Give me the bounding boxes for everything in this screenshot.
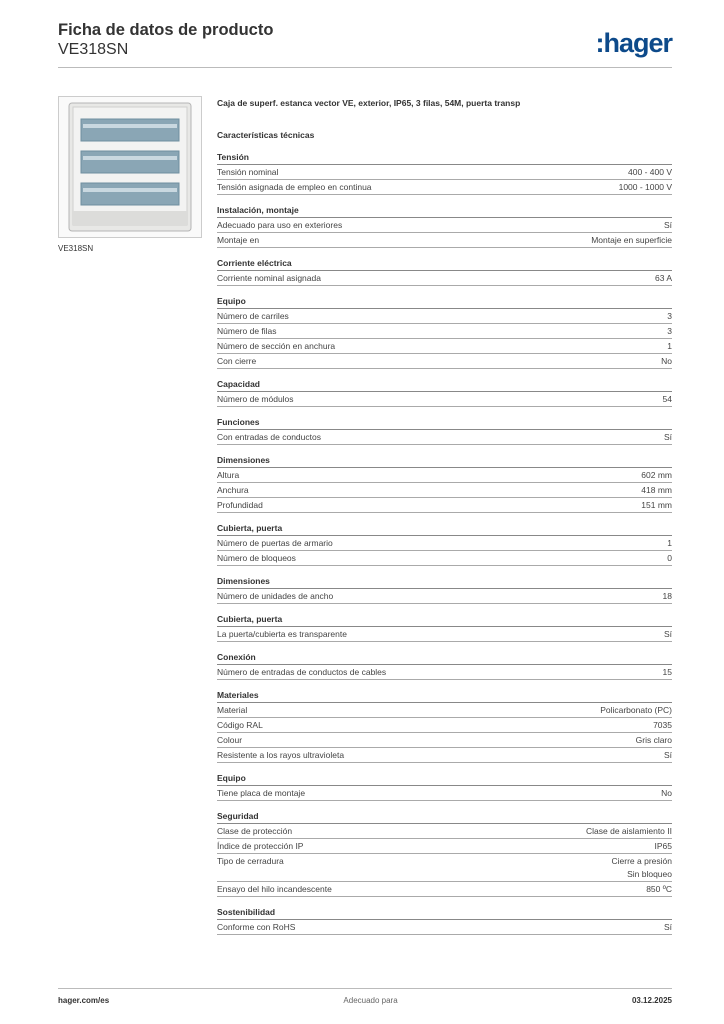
spec-group bbox=[217, 417, 672, 445]
spec-value: 151 mm bbox=[641, 500, 672, 510]
spec-value: 602 mm bbox=[641, 470, 672, 480]
spec-value: Gris claro bbox=[635, 735, 672, 745]
spec-row bbox=[217, 165, 672, 180]
spec-row bbox=[217, 483, 672, 498]
footer-note: Adecuado para bbox=[343, 996, 398, 1005]
page-title: Ficha de datos de producto bbox=[58, 21, 274, 39]
spec-label: Colour bbox=[217, 735, 243, 745]
spec-group-title: Dimensiones bbox=[217, 576, 672, 589]
product-code: VE318SN bbox=[58, 41, 129, 58]
enclosure-illustration bbox=[59, 97, 201, 237]
spec-group-title: Dimensiones bbox=[217, 455, 672, 468]
spec-group bbox=[217, 773, 672, 801]
product-description: Caja de superf. estanca vector VE, exterior, IP65, 3 filas, 54M, puerta transp bbox=[217, 98, 521, 108]
spec-value: Clase de aislamiento II bbox=[586, 826, 672, 836]
spec-label: Montaje en bbox=[217, 235, 260, 245]
spec-label: Con entradas de conductos bbox=[217, 432, 321, 442]
spec-row bbox=[217, 498, 672, 513]
spec-group-title: Funciones bbox=[217, 417, 672, 430]
spec-label: Material bbox=[217, 705, 248, 715]
spec-label: Clase de protección bbox=[217, 826, 293, 836]
spec-group-title: Instalación, montaje bbox=[217, 205, 672, 218]
spec-groups bbox=[217, 152, 672, 935]
spec-group bbox=[217, 523, 672, 566]
spec-label: Número de módulos bbox=[217, 394, 294, 404]
spec-label: La puerta/cubierta es transparente bbox=[217, 629, 347, 639]
spec-label: Adecuado para uso en exteriores bbox=[217, 220, 343, 230]
header-divider bbox=[58, 67, 672, 68]
spec-label: Ensayo del hilo incandescente bbox=[217, 884, 332, 894]
spec-group bbox=[217, 614, 672, 642]
spec-row bbox=[217, 589, 672, 604]
spec-row bbox=[217, 882, 672, 897]
spec-value: 400 - 400 V bbox=[628, 167, 672, 177]
spec-group-title: Corriente eléctrica bbox=[217, 258, 672, 271]
spec-label: Tipo de cerradura bbox=[217, 856, 284, 866]
spec-row bbox=[217, 627, 672, 642]
spec-value: 1000 - 1000 V bbox=[618, 182, 672, 192]
spec-row bbox=[217, 824, 672, 839]
spec-value: 1 bbox=[667, 341, 672, 351]
spec-label: Anchura bbox=[217, 485, 249, 495]
spec-group bbox=[217, 690, 672, 763]
spec-row bbox=[217, 339, 672, 354]
spec-row bbox=[217, 718, 672, 733]
spec-group-title: Conexión bbox=[217, 652, 672, 665]
spec-label: Número de filas bbox=[217, 326, 277, 336]
spec-value-line: Cierre a presión bbox=[611, 856, 672, 866]
spec-value: 54 bbox=[662, 394, 672, 404]
spec-label: Índice de protección IP bbox=[217, 841, 304, 851]
spec-group bbox=[217, 379, 672, 407]
spec-value: Sí bbox=[663, 432, 672, 442]
spec-group bbox=[217, 652, 672, 680]
spec-content bbox=[217, 96, 672, 935]
spec-value: Sí bbox=[663, 220, 672, 230]
spec-label: Con cierre bbox=[217, 356, 257, 366]
spec-row bbox=[217, 180, 672, 195]
spec-row bbox=[217, 748, 672, 763]
spec-row bbox=[217, 920, 672, 935]
spec-group-title: Capacidad bbox=[217, 379, 672, 392]
spec-value: IP65 bbox=[654, 841, 672, 851]
page-footer bbox=[58, 996, 672, 1005]
spec-value: 1 bbox=[667, 538, 672, 548]
hager-logo: :hager bbox=[595, 28, 672, 58]
spec-label: Número de unidades de ancho bbox=[217, 591, 334, 601]
spec-group-title: Cubierta, puerta bbox=[217, 523, 672, 536]
spec-group bbox=[217, 455, 672, 513]
spec-group bbox=[217, 205, 672, 248]
spec-row bbox=[217, 324, 672, 339]
spec-label: Número de bloqueos bbox=[217, 553, 296, 563]
spec-group bbox=[217, 296, 672, 369]
image-caption: VE318SN bbox=[58, 244, 94, 253]
spec-value: 0 bbox=[667, 553, 672, 563]
spec-value: 418 mm bbox=[641, 485, 672, 495]
spec-label: Altura bbox=[217, 470, 240, 480]
spec-label: Número de entradas de conductos de cables bbox=[217, 667, 387, 677]
spec-value: Montaje en superficie bbox=[591, 235, 672, 245]
spec-row bbox=[217, 854, 672, 882]
spec-row bbox=[217, 536, 672, 551]
spec-label: Número de puertas de armario bbox=[217, 538, 333, 548]
spec-label: Tiene placa de montaje bbox=[217, 788, 306, 798]
spec-group bbox=[217, 907, 672, 935]
spec-value: 3 bbox=[667, 311, 672, 321]
spec-row bbox=[217, 233, 672, 248]
spec-value: Sí bbox=[663, 629, 672, 639]
spec-label: Código RAL bbox=[217, 720, 263, 730]
product-image bbox=[58, 96, 202, 238]
spec-group-title: Equipo bbox=[217, 773, 672, 786]
spec-label: Conforme con RoHS bbox=[217, 922, 296, 932]
spec-value: 18 bbox=[662, 591, 672, 601]
spec-row bbox=[217, 392, 672, 407]
spec-group-title: Cubierta, puerta bbox=[217, 614, 672, 627]
spec-value: No bbox=[661, 788, 672, 798]
spec-row bbox=[217, 665, 672, 680]
spec-group bbox=[217, 576, 672, 604]
spec-row bbox=[217, 271, 672, 286]
spec-label: Corriente nominal asignada bbox=[217, 273, 321, 283]
spec-row bbox=[217, 703, 672, 718]
spec-value: 63 A bbox=[654, 273, 672, 283]
spec-value: 7035 bbox=[653, 720, 672, 730]
spec-label: Profundidad bbox=[217, 500, 263, 510]
spec-label: Resistente a los rayos ultravioleta bbox=[217, 750, 345, 760]
spec-label: Número de sección en anchura bbox=[217, 341, 336, 351]
spec-row bbox=[217, 218, 672, 233]
page-header bbox=[58, 20, 273, 60]
spec-row bbox=[217, 354, 672, 369]
spec-label: Tensión nominal bbox=[217, 167, 279, 177]
spec-group-title: Tensión bbox=[217, 152, 672, 165]
spec-value: Policarbonato (PC) bbox=[600, 705, 672, 715]
characteristics-title: Características técnicas bbox=[217, 130, 315, 140]
spec-label: Número de carriles bbox=[217, 311, 289, 321]
spec-value: Sí bbox=[663, 750, 672, 760]
spec-value-line: Sin bloqueo bbox=[627, 869, 672, 879]
spec-group bbox=[217, 258, 672, 286]
spec-value: 3 bbox=[667, 326, 672, 336]
footer-date: 03.12.2025 bbox=[631, 996, 672, 1005]
spec-row bbox=[217, 468, 672, 483]
spec-value: No bbox=[661, 356, 672, 366]
spec-row bbox=[217, 309, 672, 324]
spec-group-title: Seguridad bbox=[217, 811, 672, 824]
spec-label: Tensión asignada de empleo en continua bbox=[217, 182, 372, 192]
spec-row bbox=[217, 733, 672, 748]
spec-row bbox=[217, 430, 672, 445]
footer-divider bbox=[58, 988, 672, 989]
spec-group-title: Equipo bbox=[217, 296, 672, 309]
spec-row bbox=[217, 551, 672, 566]
spec-row bbox=[217, 786, 672, 801]
footer-website[interactable]: hager.com/es bbox=[58, 996, 110, 1005]
spec-group bbox=[217, 811, 672, 897]
spec-row bbox=[217, 839, 672, 854]
spec-value: 15 bbox=[662, 667, 672, 677]
spec-group-title: Sostenibilidad bbox=[217, 907, 672, 920]
spec-value: Sí bbox=[663, 922, 672, 932]
spec-group-title: Materiales bbox=[217, 690, 672, 703]
spec-group bbox=[217, 152, 672, 195]
spec-value: 850 ºC bbox=[646, 884, 672, 894]
spec-value bbox=[612, 855, 672, 881]
